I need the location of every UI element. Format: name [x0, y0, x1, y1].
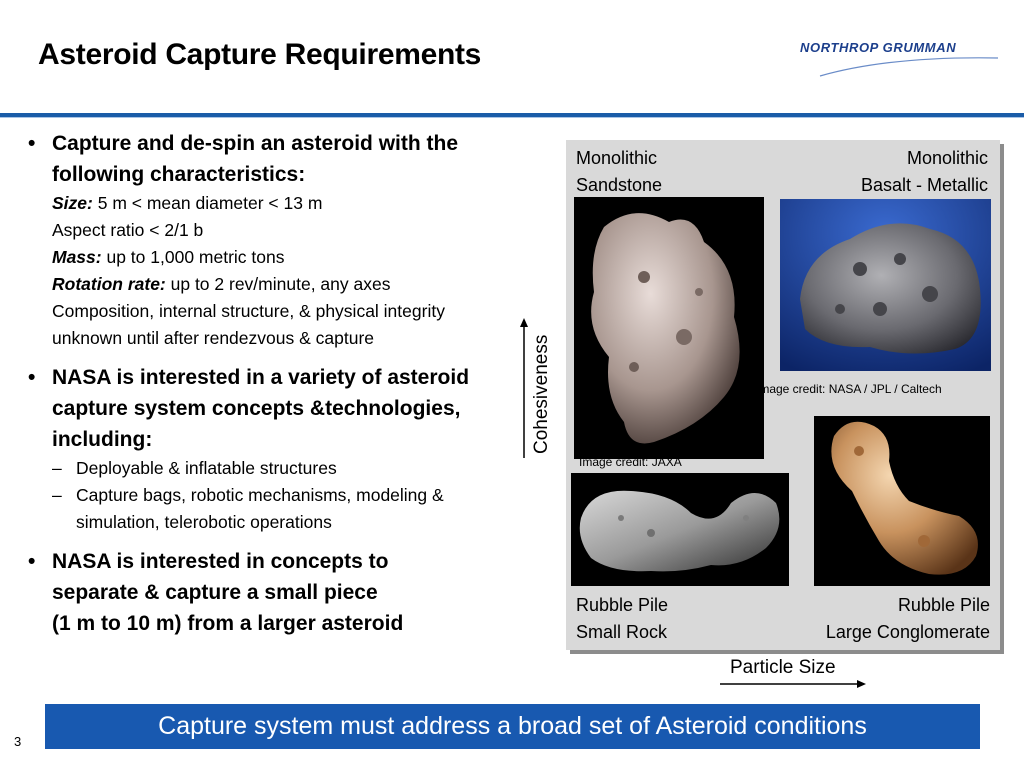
- size-value: 5 m < mean diameter < 13 m: [92, 193, 323, 213]
- label-rubble-small-rock: [576, 592, 668, 646]
- logo-text: NORTHROP GRUMMAN: [800, 40, 957, 55]
- tl-line1: Monolithic: [576, 148, 658, 168]
- basalt-asteroid-image: [780, 199, 991, 371]
- credit-jaxa: Image credit: JAXA: [579, 455, 682, 469]
- requirements-list: [28, 128, 508, 639]
- bullet-capture-despin: • Capture and de-spin an asteroid with the following characteristics:: [28, 128, 508, 190]
- bullet3-line3: (1 m to 10 m) from a larger asteroid: [52, 612, 404, 635]
- y-axis-label: Cohesiveness: [531, 334, 552, 454]
- tr-line1: Monolithic: [906, 148, 988, 168]
- rotation-line: [28, 271, 508, 298]
- bl-line2: Small Rock: [576, 622, 668, 642]
- tr-line2: Basalt - Metallic: [860, 175, 988, 195]
- sandstone-asteroid-image: [574, 197, 764, 459]
- label-monolithic-sandstone: [576, 145, 662, 199]
- logo-swoosh-icon: [800, 36, 1000, 86]
- label-rubble-large-conglomerate: [826, 592, 990, 646]
- rotation-value: up to 2 rev/minute, any axes: [165, 274, 391, 294]
- br-line2: Large Conglomerate: [825, 622, 990, 642]
- tl-line2: Sandstone: [576, 175, 663, 195]
- particle-size-arrow-icon: [718, 678, 866, 698]
- mass-label: Mass:: [52, 247, 102, 267]
- itokawa-asteroid-image: [571, 473, 789, 586]
- size-line: [28, 190, 508, 217]
- label-monolithic-basalt: [861, 145, 988, 199]
- sandstone-asteroid-icon: [574, 197, 764, 459]
- bullet-nasa-concepts: • NASA is interested in a variety of asteroid capture system concepts &technologies, including:: [28, 362, 508, 455]
- rubble-small-rock-icon: [571, 473, 789, 586]
- aspect-line: Aspect ratio < 2/1 b: [52, 220, 204, 240]
- mass-value: up to 1,000 metric tons: [101, 247, 285, 267]
- page-number: 3: [14, 734, 22, 749]
- bullet3-line1: NASA is interested in concepts to: [52, 550, 389, 573]
- asteroid-types-panel: [566, 140, 1000, 650]
- rotation-label: Rotation rate:: [52, 274, 166, 294]
- x-axis-label: Particle Size: [730, 657, 836, 678]
- basalt-meteorite-icon: [780, 199, 991, 371]
- bl-line1: Rubble Pile: [576, 595, 669, 615]
- bullet3-line2: separate & capture a small piece: [52, 581, 378, 604]
- eros-asteroid-image: [814, 416, 990, 586]
- page-title: Asteroid Capture Requirements: [38, 38, 482, 71]
- size-label: Size:: [52, 193, 93, 213]
- conclusion-banner: Capture system must address a broad set of Asteroid conditions: [45, 704, 980, 749]
- header-rule-light: [0, 117, 1024, 118]
- list-item: – Capture bags, robotic mechanisms, modeling & simulation, telerobotic operations: [28, 482, 508, 536]
- composition-line: Composition, internal structure, & physical integrity unknown until after rendezvous & capture: [52, 301, 445, 348]
- bullet-separate-piece: [28, 546, 508, 639]
- rubble-large-conglomerate-icon: [814, 416, 990, 586]
- credit-nasa: Image credit: NASA / JPL / Caltech: [756, 382, 942, 396]
- mass-line: [28, 244, 508, 271]
- northrop-grumman-logo: [800, 36, 1000, 86]
- br-line1: Rubble Pile: [897, 595, 990, 615]
- list-item: – Deployable & inflatable structures: [28, 455, 508, 482]
